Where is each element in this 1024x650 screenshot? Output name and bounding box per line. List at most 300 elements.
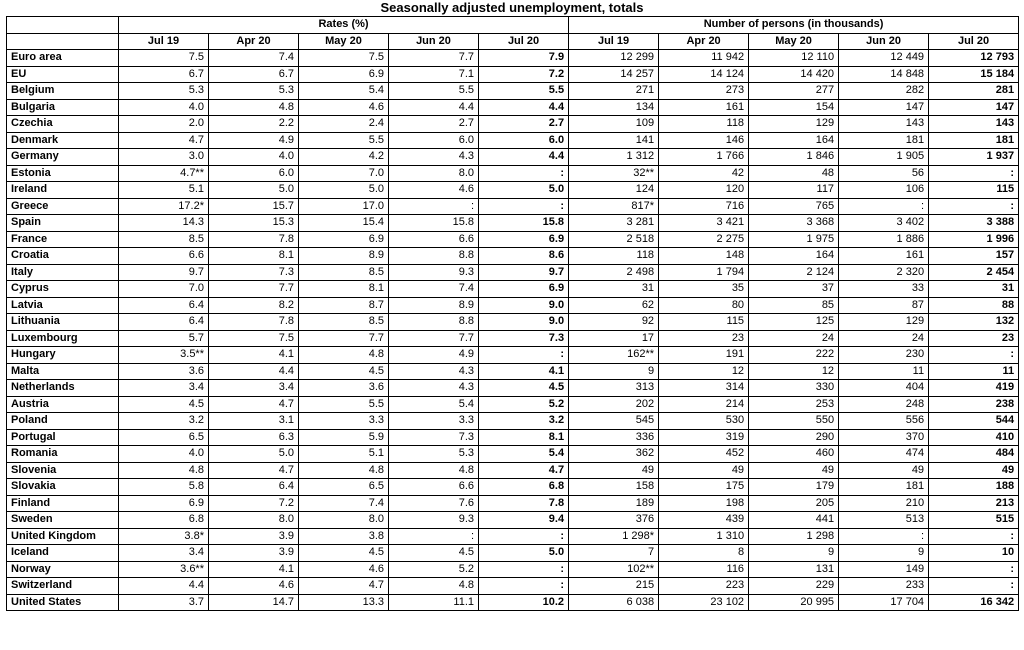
rate-cell: 3.3	[389, 413, 479, 430]
persons-cell: 181	[839, 479, 929, 496]
persons-cell: 120	[659, 182, 749, 199]
rate-cell: 5.0	[209, 182, 299, 199]
table-row	[7, 182, 1019, 199]
persons-cell: 141	[569, 132, 659, 149]
persons-cell: 2 320	[839, 264, 929, 281]
persons-cell: 223	[659, 578, 749, 595]
persons-cell: 8	[659, 545, 749, 562]
rate-cell: 3.4	[119, 380, 209, 397]
table-row	[7, 198, 1019, 215]
rate-cell: 6.6	[119, 248, 209, 265]
rate-cell: 6.0	[389, 132, 479, 149]
persons-group-header: Number of persons (in thousands)	[569, 17, 1019, 34]
rate-cell: 7.7	[389, 330, 479, 347]
rate-cell: 7.3	[209, 264, 299, 281]
persons-cell: 14 257	[569, 66, 659, 83]
table-row	[7, 66, 1019, 83]
rate-cell: 4.4	[209, 363, 299, 380]
persons-cell: 118	[659, 116, 749, 133]
rate-cell: 4.8	[299, 462, 389, 479]
persons-cell: 125	[749, 314, 839, 331]
country-cell: United Kingdom	[7, 528, 119, 545]
persons-cell: 214	[659, 396, 749, 413]
persons-cell: 147	[929, 99, 1019, 116]
persons-cell: 80	[659, 297, 749, 314]
rates-period-header: May 20	[299, 33, 389, 50]
rate-cell: 8.5	[299, 264, 389, 281]
persons-cell: 248	[839, 396, 929, 413]
persons-cell: 229	[749, 578, 839, 595]
rate-cell: 15.7	[209, 198, 299, 215]
rate-cell: 6.5	[119, 429, 209, 446]
rate-cell: :	[389, 198, 479, 215]
persons-cell: 3 281	[569, 215, 659, 232]
rate-cell: 4.7	[209, 396, 299, 413]
rate-cell: 6.8	[119, 512, 209, 529]
persons-cell: 362	[569, 446, 659, 463]
rate-cell: 4.5	[299, 363, 389, 380]
persons-cell: 181	[929, 132, 1019, 149]
rates-period-header: Jun 20	[389, 33, 479, 50]
persons-cell: 7	[569, 545, 659, 562]
rate-cell: 5.2	[389, 561, 479, 578]
country-cell: Poland	[7, 413, 119, 430]
rate-cell: 7.8	[479, 495, 569, 512]
persons-cell: 11 942	[659, 50, 749, 67]
table-row	[7, 561, 1019, 578]
rate-cell: 7.6	[389, 495, 479, 512]
persons-cell: 134	[569, 99, 659, 116]
rate-cell: 7.5	[209, 330, 299, 347]
persons-cell: 545	[569, 413, 659, 430]
persons-cell: 115	[929, 182, 1019, 199]
rate-cell: 4.6	[209, 578, 299, 595]
rate-cell: 4.5	[119, 396, 209, 413]
persons-cell: 716	[659, 198, 749, 215]
rate-cell: 13.3	[299, 594, 389, 611]
persons-cell: 188	[929, 479, 1019, 496]
persons-cell: 233	[839, 578, 929, 595]
persons-cell: 17 704	[839, 594, 929, 611]
persons-cell: :	[929, 578, 1019, 595]
rate-cell: 6.9	[299, 231, 389, 248]
rate-cell: 7.7	[299, 330, 389, 347]
rate-cell: 2.7	[389, 116, 479, 133]
persons-cell: 202	[569, 396, 659, 413]
persons-cell: 6 038	[569, 594, 659, 611]
table-row	[7, 495, 1019, 512]
persons-cell: 87	[839, 297, 929, 314]
country-cell: Estonia	[7, 165, 119, 182]
persons-cell: 37	[749, 281, 839, 298]
persons-cell: 24	[749, 330, 839, 347]
rate-cell: 11.1	[389, 594, 479, 611]
rate-cell: 2.4	[299, 116, 389, 133]
rate-cell: 6.8	[479, 479, 569, 496]
persons-cell: 161	[839, 248, 929, 265]
persons-cell: 146	[659, 132, 749, 149]
rate-cell: 4.6	[389, 182, 479, 199]
persons-cell: :	[839, 528, 929, 545]
country-cell: Lithuania	[7, 314, 119, 331]
persons-cell: 131	[749, 561, 839, 578]
table-row	[7, 545, 1019, 562]
persons-cell: 550	[749, 413, 839, 430]
rate-cell: 8.7	[299, 297, 389, 314]
country-cell: Portugal	[7, 429, 119, 446]
country-cell: Greece	[7, 198, 119, 215]
persons-cell: 33	[839, 281, 929, 298]
rate-cell: 3.6	[299, 380, 389, 397]
persons-cell: 158	[569, 479, 659, 496]
table-row	[7, 281, 1019, 298]
persons-cell: 35	[659, 281, 749, 298]
persons-cell: 336	[569, 429, 659, 446]
persons-cell: 513	[839, 512, 929, 529]
rates-group-header: Rates (%)	[119, 17, 569, 34]
persons-cell: 290	[749, 429, 839, 446]
persons-period-header: Jul 20	[929, 33, 1019, 50]
rate-cell: 6.0	[209, 165, 299, 182]
persons-cell: 12	[659, 363, 749, 380]
rate-cell: 5.8	[119, 479, 209, 496]
persons-cell: 49	[749, 462, 839, 479]
persons-cell: 376	[569, 512, 659, 529]
rate-cell: 7.8	[209, 314, 299, 331]
rate-cell: 3.6	[119, 363, 209, 380]
persons-cell: 9	[569, 363, 659, 380]
rate-cell: 8.5	[119, 231, 209, 248]
persons-cell: 1 794	[659, 264, 749, 281]
rate-cell: 7.9	[479, 50, 569, 67]
persons-cell: 191	[659, 347, 749, 364]
persons-cell: 189	[569, 495, 659, 512]
persons-cell: 14 848	[839, 66, 929, 83]
country-cell: Norway	[7, 561, 119, 578]
persons-cell: 281	[929, 83, 1019, 100]
persons-cell: 17	[569, 330, 659, 347]
persons-cell: 149	[839, 561, 929, 578]
rate-cell: 3.9	[209, 545, 299, 562]
persons-period-header: Apr 20	[659, 33, 749, 50]
persons-cell: 556	[839, 413, 929, 430]
rate-cell: 5.5	[299, 396, 389, 413]
rate-cell: 2.7	[479, 116, 569, 133]
table-row	[7, 512, 1019, 529]
persons-cell: 1 766	[659, 149, 749, 166]
rate-cell: 8.8	[389, 314, 479, 331]
rate-cell: 4.1	[479, 363, 569, 380]
persons-cell: 143	[839, 116, 929, 133]
rate-cell: 9.4	[479, 512, 569, 529]
persons-cell: 49	[839, 462, 929, 479]
persons-cell: 1 298	[749, 528, 839, 545]
table-row	[7, 264, 1019, 281]
rate-cell: 4.4	[119, 578, 209, 595]
persons-cell: 3 388	[929, 215, 1019, 232]
rate-cell: 6.6	[389, 231, 479, 248]
rate-cell: 4.0	[119, 446, 209, 463]
rate-cell: 5.0	[479, 182, 569, 199]
persons-cell: 129	[839, 314, 929, 331]
rate-cell: 7.0	[299, 165, 389, 182]
table-row	[7, 149, 1019, 166]
persons-cell: 14 124	[659, 66, 749, 83]
rate-cell: 4.8	[389, 578, 479, 595]
rate-cell: 4.7	[299, 578, 389, 595]
persons-cell: 109	[569, 116, 659, 133]
persons-cell: 124	[569, 182, 659, 199]
rate-cell: 4.0	[209, 149, 299, 166]
persons-cell: 14 420	[749, 66, 839, 83]
persons-cell: 23	[929, 330, 1019, 347]
persons-cell: 460	[749, 446, 839, 463]
persons-cell: 222	[749, 347, 839, 364]
persons-cell: 330	[749, 380, 839, 397]
rate-cell: 7.5	[299, 50, 389, 67]
country-cell: Ireland	[7, 182, 119, 199]
rate-cell: 9.7	[479, 264, 569, 281]
rate-cell: 9.0	[479, 314, 569, 331]
rate-cell: 4.7**	[119, 165, 209, 182]
table-row	[7, 215, 1019, 232]
persons-cell: 439	[659, 512, 749, 529]
persons-cell: 198	[659, 495, 749, 512]
rate-cell: 7.2	[479, 66, 569, 83]
rate-cell: 7.4	[299, 495, 389, 512]
persons-cell: :	[839, 198, 929, 215]
persons-cell: 1 937	[929, 149, 1019, 166]
persons-cell: 164	[749, 132, 839, 149]
rate-cell: 4.0	[119, 99, 209, 116]
country-cell: Malta	[7, 363, 119, 380]
rate-cell: 7.3	[389, 429, 479, 446]
rate-cell: 6.3	[209, 429, 299, 446]
persons-cell: 817*	[569, 198, 659, 215]
persons-cell: 271	[569, 83, 659, 100]
corner-cell	[7, 17, 119, 34]
rate-cell: 7.3	[479, 330, 569, 347]
rate-cell: :	[479, 528, 569, 545]
persons-cell: 11	[839, 363, 929, 380]
rate-cell: 4.4	[479, 99, 569, 116]
persons-cell: 277	[749, 83, 839, 100]
rate-cell: 6.9	[119, 495, 209, 512]
rate-cell: 3.8*	[119, 528, 209, 545]
persons-cell: :	[929, 347, 1019, 364]
table-row	[7, 462, 1019, 479]
rates-period-header: Jul 19	[119, 33, 209, 50]
persons-cell: 129	[749, 116, 839, 133]
rate-cell: 3.6**	[119, 561, 209, 578]
persons-cell: 181	[839, 132, 929, 149]
rate-cell: 4.5	[389, 545, 479, 562]
persons-cell: :	[929, 561, 1019, 578]
persons-cell: 3 402	[839, 215, 929, 232]
rate-cell: :	[479, 198, 569, 215]
rate-cell: 3.8	[299, 528, 389, 545]
table-row	[7, 479, 1019, 496]
persons-period-header: May 20	[749, 33, 839, 50]
persons-cell: 31	[569, 281, 659, 298]
persons-cell: 1 996	[929, 231, 1019, 248]
persons-cell: 474	[839, 446, 929, 463]
persons-cell: 215	[569, 578, 659, 595]
rate-cell: 5.9	[299, 429, 389, 446]
rate-cell: 5.5	[389, 83, 479, 100]
rate-cell: 7.8	[209, 231, 299, 248]
corner-cell	[7, 33, 119, 50]
rate-cell: 4.1	[209, 347, 299, 364]
rate-cell: 6.0	[479, 132, 569, 149]
rate-cell: 7.7	[209, 281, 299, 298]
rate-cell: 6.9	[479, 231, 569, 248]
table-row	[7, 446, 1019, 463]
rate-cell: 8.9	[299, 248, 389, 265]
persons-cell: 118	[569, 248, 659, 265]
rate-cell: 4.5	[299, 545, 389, 562]
rate-cell: 3.0	[119, 149, 209, 166]
country-cell: Cyprus	[7, 281, 119, 298]
persons-cell: 16 342	[929, 594, 1019, 611]
persons-cell: 88	[929, 297, 1019, 314]
persons-cell: 230	[839, 347, 929, 364]
rate-cell: 4.2	[299, 149, 389, 166]
rate-cell: 7.2	[209, 495, 299, 512]
rate-cell: 7.4	[389, 281, 479, 298]
rate-cell: 15.3	[209, 215, 299, 232]
persons-cell: 11	[929, 363, 1019, 380]
rate-cell: 4.6	[299, 99, 389, 116]
rate-cell: 4.5	[479, 380, 569, 397]
rate-cell: 5.0	[299, 182, 389, 199]
table-row	[7, 347, 1019, 364]
rate-cell: 3.3	[299, 413, 389, 430]
rate-cell: 6.9	[479, 281, 569, 298]
persons-cell: 12 299	[569, 50, 659, 67]
persons-cell: 31	[929, 281, 1019, 298]
persons-cell: 419	[929, 380, 1019, 397]
persons-cell: 253	[749, 396, 839, 413]
persons-cell: :	[929, 528, 1019, 545]
rate-cell: 5.1	[299, 446, 389, 463]
persons-cell: 179	[749, 479, 839, 496]
rate-cell: :	[389, 528, 479, 545]
rate-cell: 3.4	[209, 380, 299, 397]
persons-cell: 20 995	[749, 594, 839, 611]
country-cell: EU	[7, 66, 119, 83]
table-row	[7, 314, 1019, 331]
country-cell: Spain	[7, 215, 119, 232]
persons-cell: 62	[569, 297, 659, 314]
table-row	[7, 99, 1019, 116]
rate-cell: 5.3	[209, 83, 299, 100]
country-cell: Czechia	[7, 116, 119, 133]
persons-period-header: Jun 20	[839, 33, 929, 50]
persons-cell: 273	[659, 83, 749, 100]
persons-cell: 132	[929, 314, 1019, 331]
rate-cell: 8.0	[389, 165, 479, 182]
rate-cell: 4.4	[479, 149, 569, 166]
persons-cell: 238	[929, 396, 1019, 413]
persons-cell: 410	[929, 429, 1019, 446]
rate-cell: 9.7	[119, 264, 209, 281]
rate-cell: 5.4	[389, 396, 479, 413]
rate-cell: 5.5	[479, 83, 569, 100]
rate-cell: 5.0	[209, 446, 299, 463]
country-cell: Luxembourg	[7, 330, 119, 347]
rate-cell: 4.3	[389, 363, 479, 380]
rate-cell: 5.5	[299, 132, 389, 149]
rates-period-header: Jul 20	[479, 33, 569, 50]
table-row	[7, 132, 1019, 149]
table-row	[7, 297, 1019, 314]
table-row	[7, 380, 1019, 397]
rate-cell: 8.5	[299, 314, 389, 331]
rate-cell: 4.3	[389, 380, 479, 397]
period-header-row	[7, 33, 1019, 50]
rate-cell: 6.7	[209, 66, 299, 83]
rate-cell: 4.7	[209, 462, 299, 479]
rate-cell: 3.1	[209, 413, 299, 430]
table-row	[7, 248, 1019, 265]
table-row	[7, 528, 1019, 545]
rate-cell: 14.7	[209, 594, 299, 611]
persons-cell: 148	[659, 248, 749, 265]
persons-cell: 441	[749, 512, 839, 529]
country-cell: Euro area	[7, 50, 119, 67]
persons-cell: 314	[659, 380, 749, 397]
persons-cell: 205	[749, 495, 839, 512]
rate-cell: 2.0	[119, 116, 209, 133]
rate-cell: 4.7	[479, 462, 569, 479]
persons-cell: :	[929, 165, 1019, 182]
country-cell: Netherlands	[7, 380, 119, 397]
rate-cell: 6.4	[209, 479, 299, 496]
table-row	[7, 165, 1019, 182]
rate-cell: 8.6	[479, 248, 569, 265]
rate-cell: 4.3	[389, 149, 479, 166]
rate-cell: 7.1	[389, 66, 479, 83]
country-cell: Italy	[7, 264, 119, 281]
persons-cell: 10	[929, 545, 1019, 562]
persons-cell: 116	[659, 561, 749, 578]
rate-cell: 8.1	[209, 248, 299, 265]
persons-cell: 154	[749, 99, 839, 116]
rate-cell: 15.8	[389, 215, 479, 232]
rate-cell: 15.4	[299, 215, 389, 232]
persons-cell: 115	[659, 314, 749, 331]
persons-cell: 12	[749, 363, 839, 380]
persons-period-header: Jul 19	[569, 33, 659, 50]
rate-cell: 2.2	[209, 116, 299, 133]
persons-cell: 15 184	[929, 66, 1019, 83]
rate-cell: 7.0	[119, 281, 209, 298]
rate-cell: 6.7	[119, 66, 209, 83]
table-row	[7, 83, 1019, 100]
rate-cell: 5.3	[119, 83, 209, 100]
persons-cell: 3 421	[659, 215, 749, 232]
persons-cell: 1 905	[839, 149, 929, 166]
persons-cell: 9	[749, 545, 839, 562]
rate-cell: 3.9	[209, 528, 299, 545]
persons-cell: 282	[839, 83, 929, 100]
country-cell: Romania	[7, 446, 119, 463]
table-row	[7, 396, 1019, 413]
persons-cell: 56	[839, 165, 929, 182]
table-row	[7, 413, 1019, 430]
persons-cell: 3 368	[749, 215, 839, 232]
